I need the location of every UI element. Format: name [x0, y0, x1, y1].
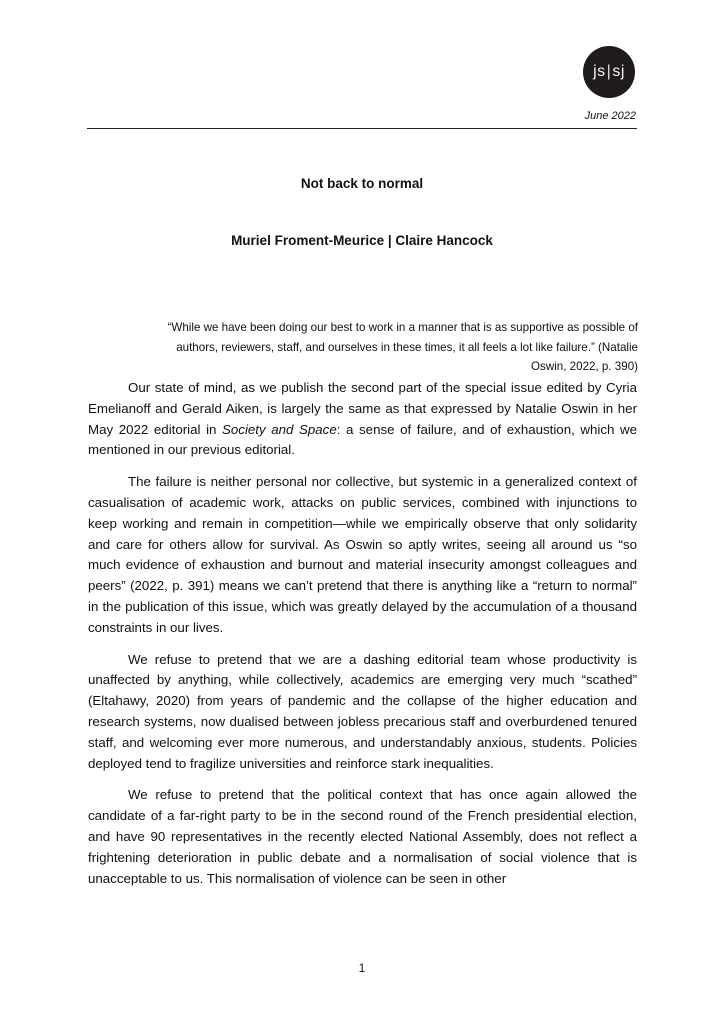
paragraph-1 — [88, 378, 637, 461]
journal-name: Society and Space — [222, 421, 337, 437]
issue-date: June 2022 — [584, 110, 636, 122]
paragraph-3: We refuse to pretend that we are a dashing editorial team whose productivity is unaffected by anything, while collectively, academics are emerging very much “scathed” (Eltahawy, 2020) from years of pandemic and the collapse of the higher education and research systems, now dualised between jobless precarious staff and overburdened tenured staff, and welcoming ever more numerous, and understandably anxious, students. Policies deployed tend to fragilize universities and reinforce stark inequalities. — [88, 651, 637, 771]
header-rule — [87, 128, 637, 129]
paragraph-1-text-end: : a sense of failure, and of exhaustion, which we mentioned in our previous editorial. — [88, 421, 637, 458]
logo-separator: | — [606, 63, 612, 80]
page-number: 1 — [358, 961, 366, 975]
logo-text-right: sj — [612, 63, 625, 80]
epigraph-quote: “While we have been doing our best to work in a manner that is as supportive as possible of authors, reviewers, staff, and ourselves in these times, it all feels a lot like failure.” (Natalie Oswin, 2022, p. 390) — [167, 321, 638, 373]
journal-logo — [583, 46, 635, 98]
paragraph-1-text-start: Our state of mind, as we publish the second part of the special issue edited by Cyria Emelianoff and Gerald Aiken, is largely the same as that expressed by Natalie Oswin in her May 2022 editorial in — [88, 380, 637, 437]
logo-text-left: js — [593, 63, 606, 80]
paragraph-4: We refuse to pretend that the political context that has once again allowed the candidate of a far-right party to be in the second round of the French presidential election, and have 90 representatives in the recently elected National Assembly, does not reflect a frightening deterioration in public debate and a normalisation of social violence that is unacceptable to us. This normalisation of violence can be seen in other — [88, 787, 637, 886]
article-body — [88, 378, 637, 900]
article-title: Not back to normal — [300, 176, 424, 191]
article-authors: Muriel Froment-Meurice | Claire Hancock — [231, 233, 493, 248]
paragraph-2: The failure is neither personal nor collective, but systemic in a generalized context of casualisation of academic work, attacks on public services, combined with injunctions to keep working and remain in competition—while we empirically observe that only solidarity and care for others allow for survival. As Oswin so aptly writes, seeing all around us “so much evidence of exhaustion and burnout and material insecurity amongst colleagues and peers” (2022, p. 391) means we can’t pretend that there is anything like a “return to normal” in the publication of this issue, which was greatly delayed by the accumulation of a thousand constraints in our lives. — [88, 474, 637, 635]
